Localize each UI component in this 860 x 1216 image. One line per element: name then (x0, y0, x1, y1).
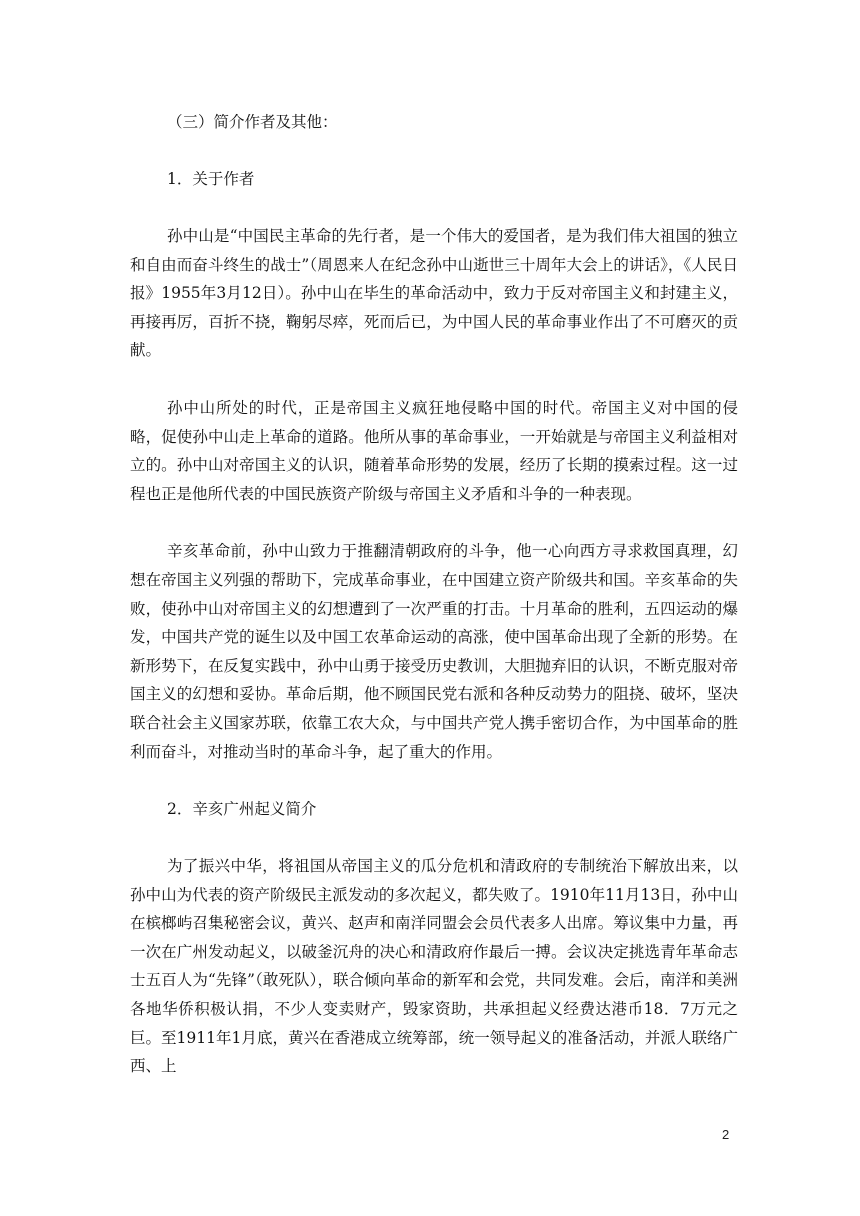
paragraph: 为了振兴中华，将祖国从帝国主义的瓜分危机和清政府的专制统治下解放出来，以孙中山为代表的资产阶级民主派发动的多次起义，都失败了。1910年11月13日，孙中山在槟榔屿召集秘密会议，黄兴、赵声和南洋同盟会会员代表多人出席。筹议集中力量，再一次在广州发动起义，以破釜沉舟的决心和清政府作最后一搏。会议决定挑选青年革命志士五百人为“先锋”（敢死队），联合倾向革命的新军和会党，共同发难。会后，南洋和美洲各地华侨积极认捐，不少人变卖财产，毁家资助，共承担起义经费达港币18．7万元之巨。至1911年1月底，黄兴在香港成立统筹部，统一领导起义的准备活动，并派人联络广西、上 (130, 857, 738, 1076)
page-content (130, 108, 738, 1110)
subsection-heading-about-author: 1．关于作者 (167, 170, 255, 188)
subsection-heading-guangzhou-uprising: 2．辛亥广州起义简介 (167, 800, 317, 819)
paragraph: 孙中山是“中国民主革命的先行者，是一个伟大的爱国者，是为我们伟大祖国的独立和自由而奋斗终生的战士”（周恩来人在纪念孙中山逝世三十周年大会上的讲话》，《人民日报》1955年3月12日）。孙中山在毕生的革命活动中，致力于反对帝国主义和封建主义，再接再厉，百折不挠，鞠躬尽瘁，死而后已，为中国人民的革命事业作出了不可磨灭的贡献。 (130, 227, 738, 360)
section-heading: （三）简介作者及其他： (167, 113, 338, 131)
page-number: 2 (722, 1127, 730, 1142)
paragraph: 孙中山所处的时代，正是帝国主义疯狂地侵略中国的时代。帝国主义对中国的侵略，促使孙中山走上革命的道路。他所从事的革命事业，一开始就是与帝国主义利益相对立的。孙中山对帝国主义的认识，随着革命形势的发展，经历了长期的摸索过程。这一过程也正是他所代表的中国民族资产阶级与帝国主义矛盾和斗争的一种表现。 (130, 398, 738, 503)
paragraph: 辛亥革命前，孙中山致力于推翻清朝政府的斗争，他一心向西方寻求救国真理，幻想在帝国主义列强的帮助下，完成革命事业，在中国建立资产阶级共和国。辛亥革命的失败，使孙中山对帝国主义的幻想遭到了一次严重的打击。十月革命的胜利，五四运动的爆发，中国共产党的诞生以及中国工农革命运动的高涨，使中国革命出现了全新的形势。在新形势下，在反复实践中，孙中山勇于接受历史教训，大胆抛弃旧的认识，不断克服对帝国主义的幻想和妥协。革命后期，他不顾国民党右派和各种反动势力的阻挠、破坏，坚决联合社会主义国家苏联，依靠工农大众，与中国共产党人携手密切合作，为中国革命的胜利而奋斗，对推动当时的革命斗争，起了重大的作用。 (130, 542, 738, 761)
